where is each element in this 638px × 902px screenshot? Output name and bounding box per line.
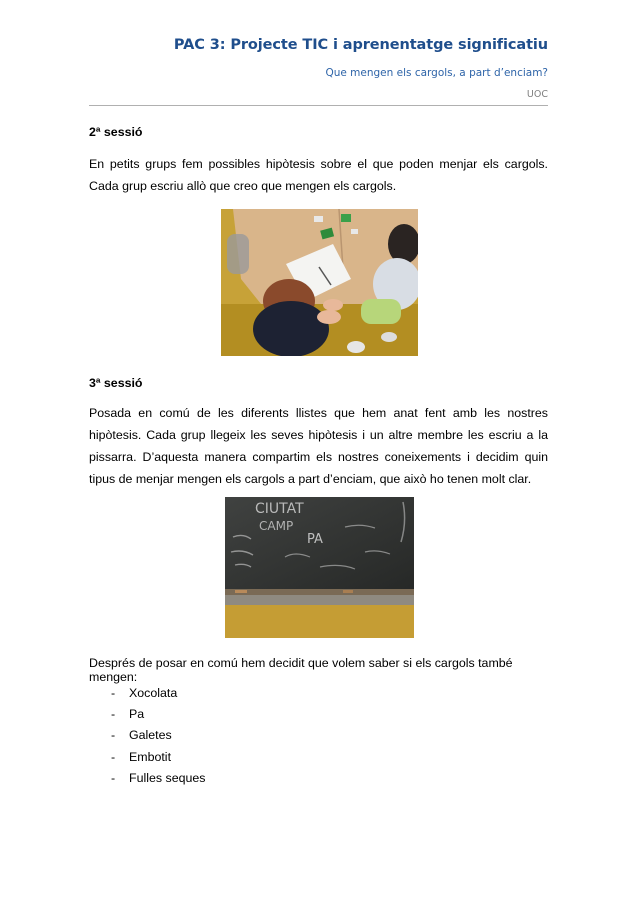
blackboard-text-3: PA xyxy=(307,532,323,547)
list-item: - Galetes xyxy=(89,725,548,746)
photo-blackboard xyxy=(225,497,414,638)
list-item-label: Embotit xyxy=(129,749,172,764)
list-item: - Pa xyxy=(89,704,548,725)
list-item: - Xocolata xyxy=(89,683,548,704)
header-divider xyxy=(89,105,548,106)
header-institution: UOC xyxy=(526,89,548,100)
list-item: - Embotit xyxy=(89,747,548,768)
list-item-label: Fulles seques xyxy=(129,770,206,785)
header-title: PAC 3: Projecte TIC i aprenentatge significatiu xyxy=(173,37,548,53)
list-item-label: Xocolata xyxy=(129,686,178,700)
photo-children-writing xyxy=(221,209,418,356)
photo-children-writing-illustration xyxy=(221,209,418,356)
list-item-label: Galetes xyxy=(129,728,172,743)
conclusion-text: Després de posar en comú hem decidit que volem saber si els cargols també mengen: xyxy=(89,656,513,684)
list-item-label: Pa xyxy=(129,707,145,722)
blackboard-text-2: CAMP xyxy=(259,519,294,533)
blackboard-text-1: CIUTAT xyxy=(255,501,304,517)
header-subtitle: Que mengen els cargols, a part d’enciam? xyxy=(325,67,548,79)
photo-blackboard-illustration xyxy=(225,497,414,638)
session3-heading: 3ª sessió xyxy=(89,376,143,390)
session2-paragraph: En petits grups fem possibles hipòtesis sobre el que poden menjar els cargols. Cada grup escriu allò que creo que mengen els cargols. xyxy=(89,157,548,193)
food-list xyxy=(89,683,548,789)
session3-paragraph: Posada en comú de les diferents llistes que hem anat fent amb les nostres hipòtesis. Cada grup llegeix les seves hipòtesis i un altre membre les escriu a la pissarra. D’aquesta manera compartim els nostres coneixements i decidim quin tipus de menjar mengen els cargols a part d’enciam, que això ho tenen molt clar. xyxy=(89,406,548,486)
session2-heading: 2ª sessió xyxy=(89,125,143,139)
list-item: - Fulles seques xyxy=(89,768,548,789)
